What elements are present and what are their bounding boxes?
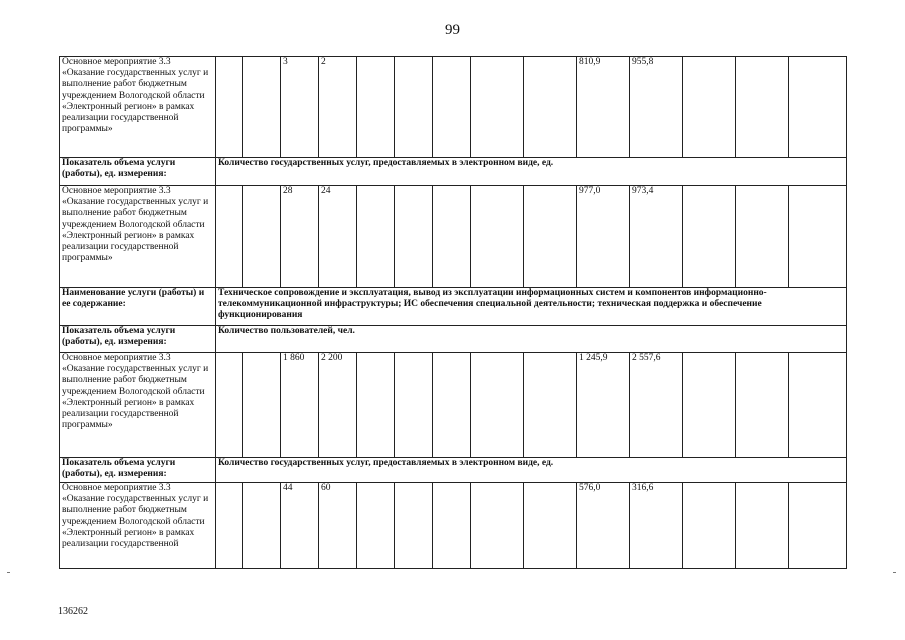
section-header-value: Количество пользователей, чел. [216,326,847,353]
value-cell [736,353,789,458]
table-row [60,186,847,288]
value-cell [357,186,395,288]
value-cell [243,186,281,288]
value-cell: 2 [319,57,357,158]
value-cell: 1 245,9 [577,353,630,458]
margin-tick-right [893,572,896,573]
value-cell [524,353,577,458]
value-cell: 955,8 [630,57,683,158]
section-header-label: Показатель объема услуги (работы), ед. измерения: [60,458,216,483]
value-cell: 977,0 [577,186,630,288]
table-section-header [60,158,847,186]
value-cell [789,186,847,288]
value-cell: 44 [281,483,319,569]
value-cell: 2 200 [319,353,357,458]
value-cell [216,186,243,288]
value-cell [433,353,471,458]
value-cell [736,483,789,569]
value-cell [395,57,433,158]
value-cell [433,57,471,158]
page-number: 99 [445,22,460,38]
activity-description: Основное мероприятие 3.3 «Оказание государственных услуг и выполнение работ бюджетным учреждением Вологодской области «Электронный регион» в рамках реализации государственной [60,483,216,569]
value-cell [524,57,577,158]
table-row [60,353,847,458]
activity-description: Основное мероприятие 3.3 «Оказание государственных услуг и выполнение работ бюджетным учреждением Вологодской области «Электронный регион» в рамках реализации государственной программы» [60,57,216,158]
value-cell [789,353,847,458]
section-header-label: Показатель объема услуги (работы), ед. измерения: [60,326,216,353]
value-cell [433,483,471,569]
value-cell [357,353,395,458]
value-cell [789,57,847,158]
value-cell [683,483,736,569]
document-code: 136262 [58,606,88,617]
value-cell [243,353,281,458]
value-cell [395,353,433,458]
section-header-value: Количество государственных услуг, предоставляемых в электронном виде, ед. [216,158,847,186]
value-cell: 1 860 [281,353,319,458]
value-cell [395,186,433,288]
section-header-value: Техническое сопровождение и эксплуатация, вывод из эксплуатации информационных систем и компонентов информационно-телекоммуникационной инфраструктуры; ИС обеспечения специальной деятельности; техническая поддержка и обеспечение функционирования [216,288,847,326]
section-header-value: Количество государственных услуг, предоставляемых в электронном виде, ед. [216,458,847,483]
value-cell [471,186,524,288]
activity-description: Основное мероприятие 3.3 «Оказание государственных услуг и выполнение работ бюджетным учреждением Вологодской области «Электронный регион» в рамках реализации государственной программы» [60,353,216,458]
value-cell [736,186,789,288]
value-cell: 316,6 [630,483,683,569]
value-cell: 576,0 [577,483,630,569]
service-indicators-table [59,56,847,569]
value-cell [789,483,847,569]
value-cell: 60 [319,483,357,569]
section-header-label: Наименование услуги (работы) и ее содержание: [60,288,216,326]
value-cell [471,353,524,458]
table-section-header [60,326,847,353]
value-cell: 973,4 [630,186,683,288]
value-cell [683,353,736,458]
table-row [60,57,847,158]
margin-tick-left [7,572,10,573]
table-section-header [60,288,847,326]
activity-description: Основное мероприятие 3.3 «Оказание государственных услуг и выполнение работ бюджетным учреждением Вологодской области «Электронный регион» в рамках реализации государственной программы» [60,186,216,288]
value-cell [395,483,433,569]
value-cell [216,483,243,569]
value-cell [736,57,789,158]
value-cell [243,483,281,569]
value-cell [357,57,395,158]
value-cell: 24 [319,186,357,288]
value-cell [471,483,524,569]
value-cell [243,57,281,158]
value-cell [524,483,577,569]
value-cell [524,186,577,288]
value-cell [357,483,395,569]
value-cell: 28 [281,186,319,288]
value-cell [471,57,524,158]
table-row [60,483,847,569]
value-cell: 2 557,6 [630,353,683,458]
table-section-header [60,458,847,483]
value-cell [216,57,243,158]
value-cell [683,57,736,158]
value-cell: 810,9 [577,57,630,158]
value-cell [433,186,471,288]
value-cell: 3 [281,57,319,158]
section-header-label: Показатель объема услуги (работы), ед. измерения: [60,158,216,186]
value-cell [216,353,243,458]
value-cell [683,186,736,288]
